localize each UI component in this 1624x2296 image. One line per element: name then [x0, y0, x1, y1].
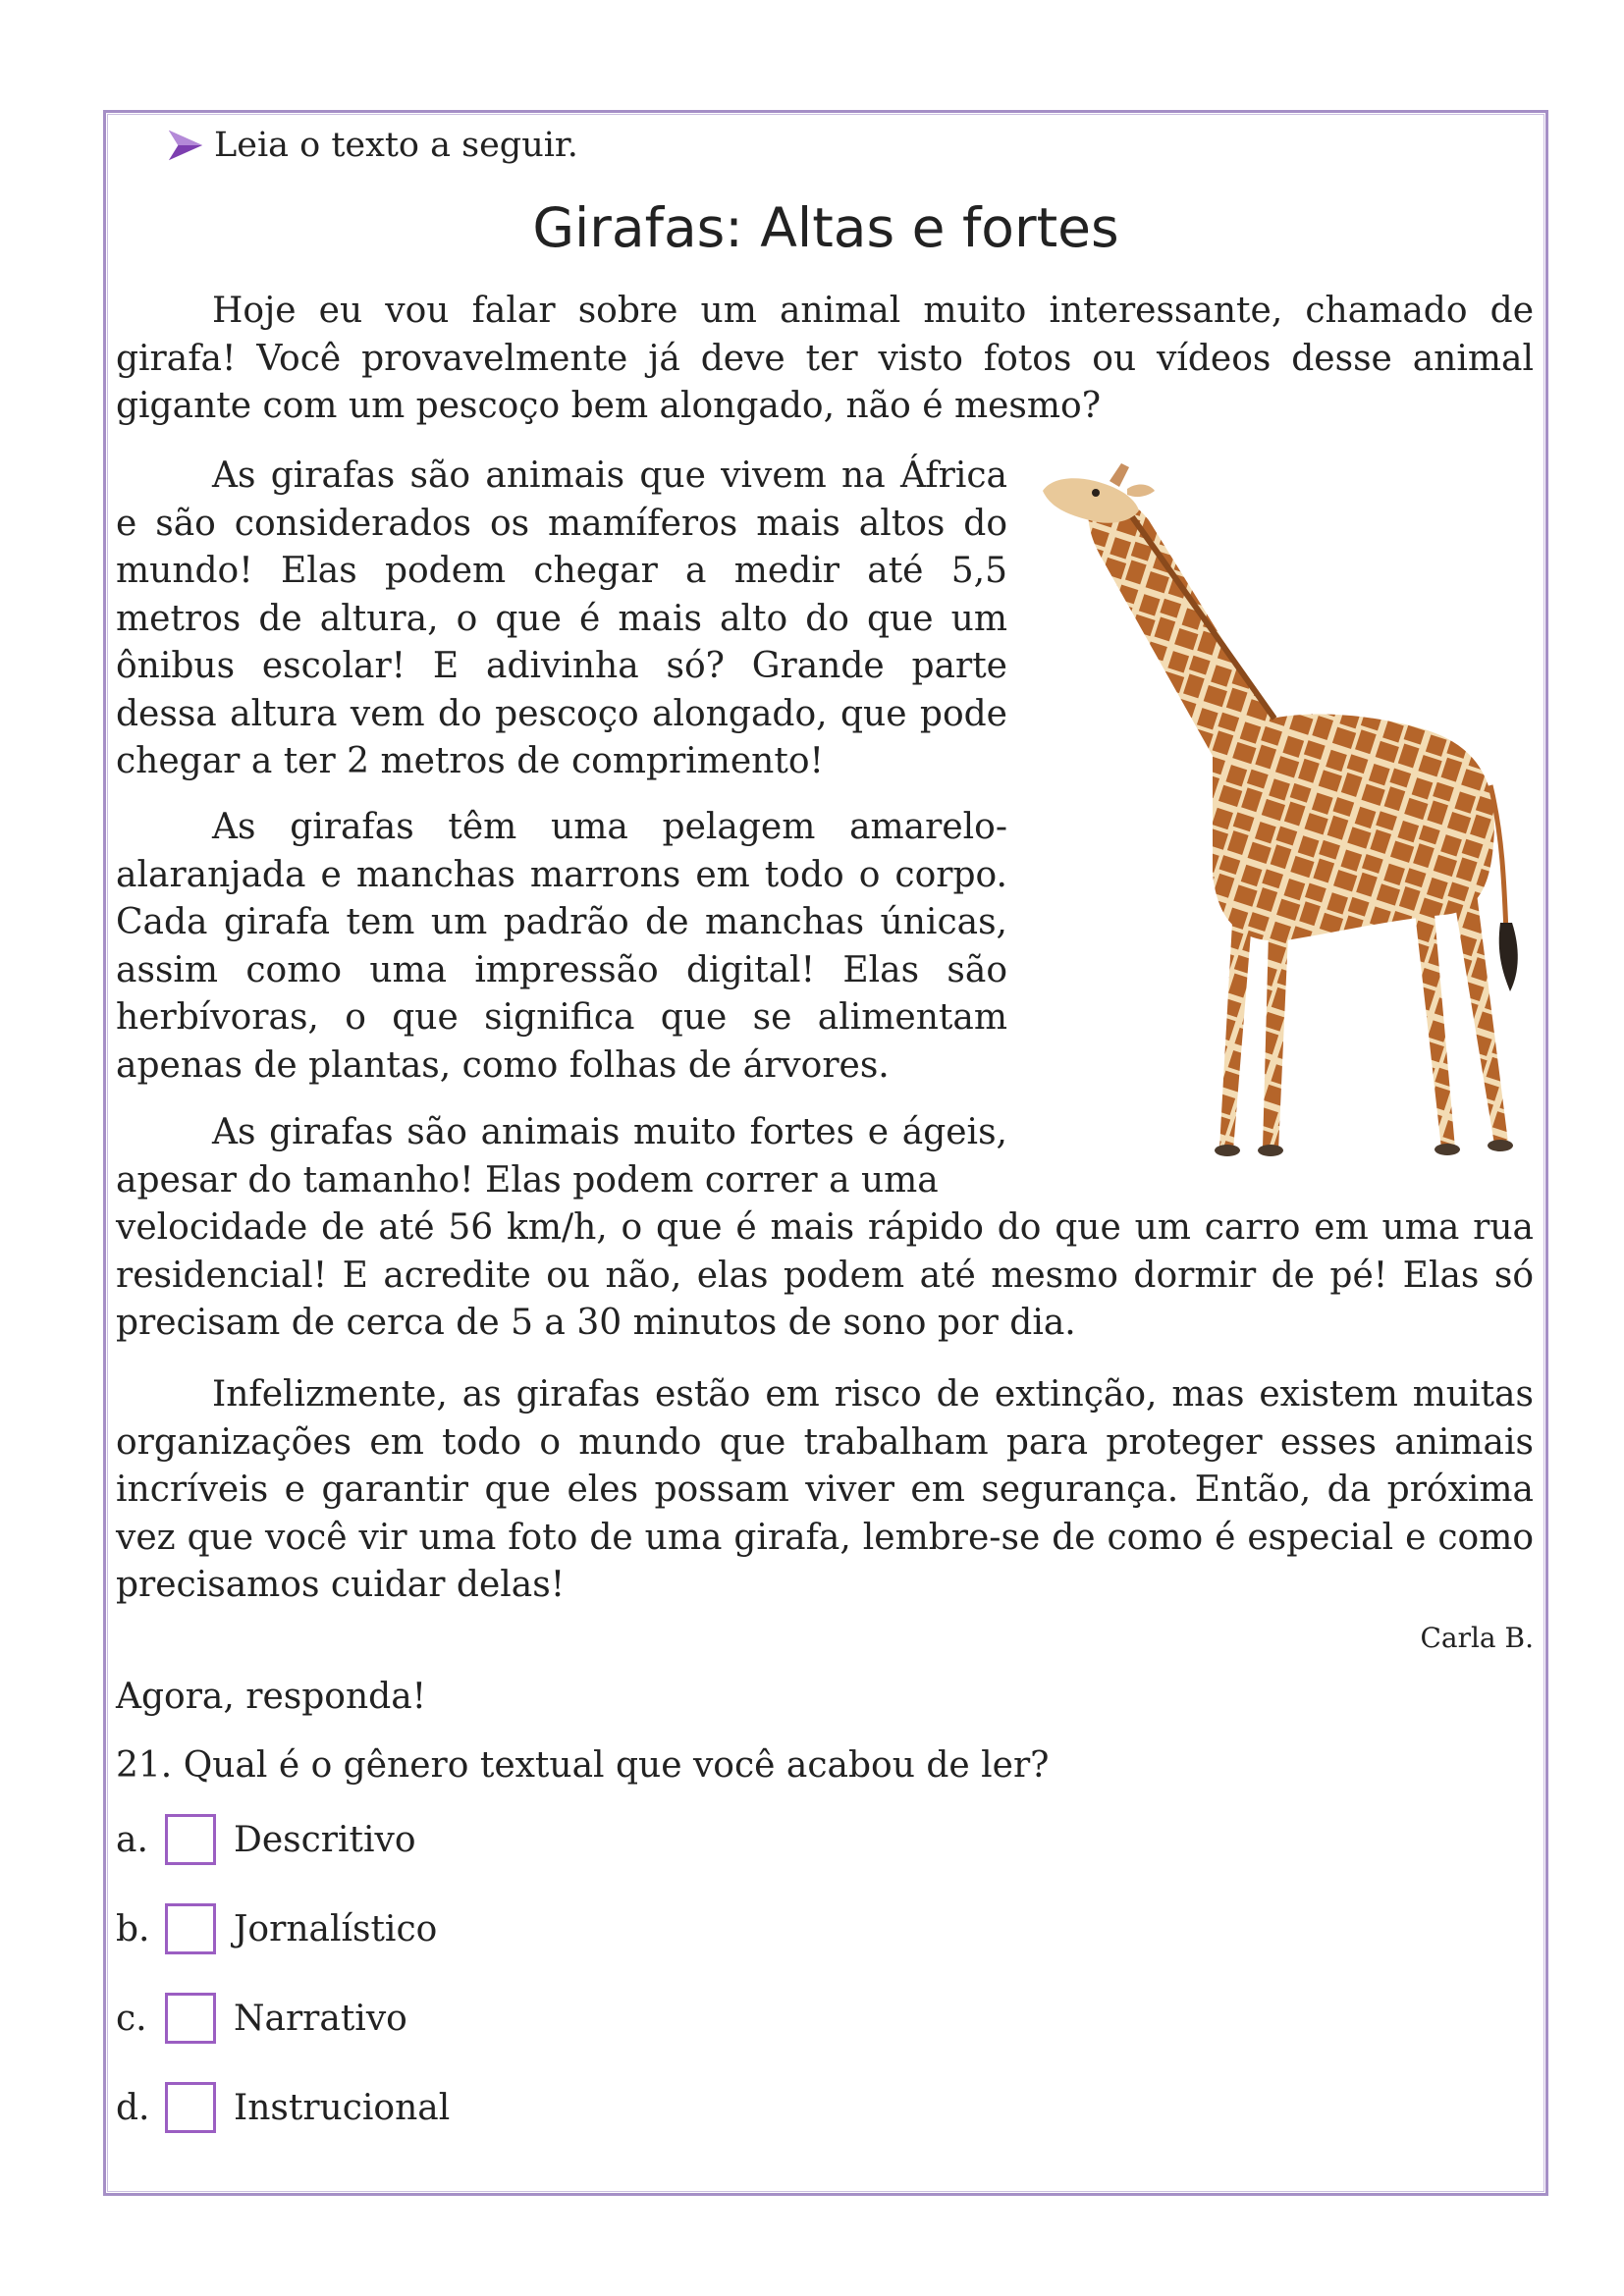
author-name: Carla B. [1420, 1622, 1534, 1654]
option-letter: c. [116, 1998, 147, 2039]
paragraph-3: As girafas têm uma pelagem amarelo-alaranjada e manchas marrons em todo o corpo. Cada girafa tem um padrão de manchas únicas, assim como uma impressão digital! Elas são herbívoras, o que significa que se alimentam apenas de plantas, como folhas de árvores. [116, 807, 1007, 1086]
option-label: Descritivo [234, 1819, 416, 1860]
instruction-text: Leia o texto a seguir. [214, 126, 578, 165]
option-a-checkbox[interactable] [165, 1814, 216, 1865]
option-letter: a. [116, 1819, 148, 1860]
instruction [167, 126, 578, 165]
option-a[interactable] [116, 1814, 416, 1865]
paragraph-2: As girafas são animais que vivem na África e são considerados os mamíferos mais altos do mundo! Elas podem chegar a medir até 5,5 metros de altura, o que é mais alto do que um ônibus escolar! E adivinha só? Grande parte dessa altura vem do pescoço alongado, que pode chegar a ter 2 metros de comprimento! [116, 455, 1007, 781]
giraffe-image [1041, 461, 1542, 1168]
paragraph-5: Infelizmente, as girafas estão em risco de extinção, mas existem muitas organizações em todo o mundo que trabalham para proteger esses animais incríveis e garantir que eles possam viver em segurança. Então, da próxima vez que você vir uma foto de uma girafa, lembre-se de como é especial e como precisamos cuidar delas! [116, 1374, 1534, 1605]
paragraph-1: Hoje eu vou falar sobre um animal muito interessante, chamado de girafa! Você provavelmente já deve ter visto fotos ou vídeos desse animal gigante com um pescoço bem alongado, não é mesmo? [116, 291, 1534, 426]
paragraph-4-start: As girafas são animais muito fortes e ágeis, apesar do tamanho! Elas podem correr a uma [116, 1112, 1007, 1201]
option-c[interactable] [116, 1993, 407, 2044]
option-label: Narrativo [234, 1998, 407, 2039]
option-label: Instrucional [234, 2087, 451, 2128]
text-title: Girafas: Altas e fortes [532, 196, 1119, 259]
option-d-checkbox[interactable] [165, 2082, 216, 2133]
question-21: 21. Qual é o gênero textual que você acabou de ler? [116, 1745, 1050, 1786]
paragraph-4-end: velocidade de até 56 km/h, o que é mais rápido do que um carro em uma rua residencial! E acredite ou não, elas podem até mesmo dormir de pé! Elas só precisam de cerca de 5 a 30 minutos de sono por dia. [116, 1207, 1534, 1343]
option-c-checkbox[interactable] [165, 1993, 216, 2044]
option-letter: d. [116, 2087, 150, 2128]
option-letter: b. [116, 1908, 150, 1949]
option-b-checkbox[interactable] [165, 1903, 216, 1954]
answer-prompt: Agora, responda! [116, 1677, 427, 1717]
option-label: Jornalístico [234, 1908, 438, 1949]
option-b[interactable] [116, 1903, 437, 1954]
option-d[interactable] [116, 2082, 450, 2133]
arrow-bullet-icon [167, 127, 204, 164]
